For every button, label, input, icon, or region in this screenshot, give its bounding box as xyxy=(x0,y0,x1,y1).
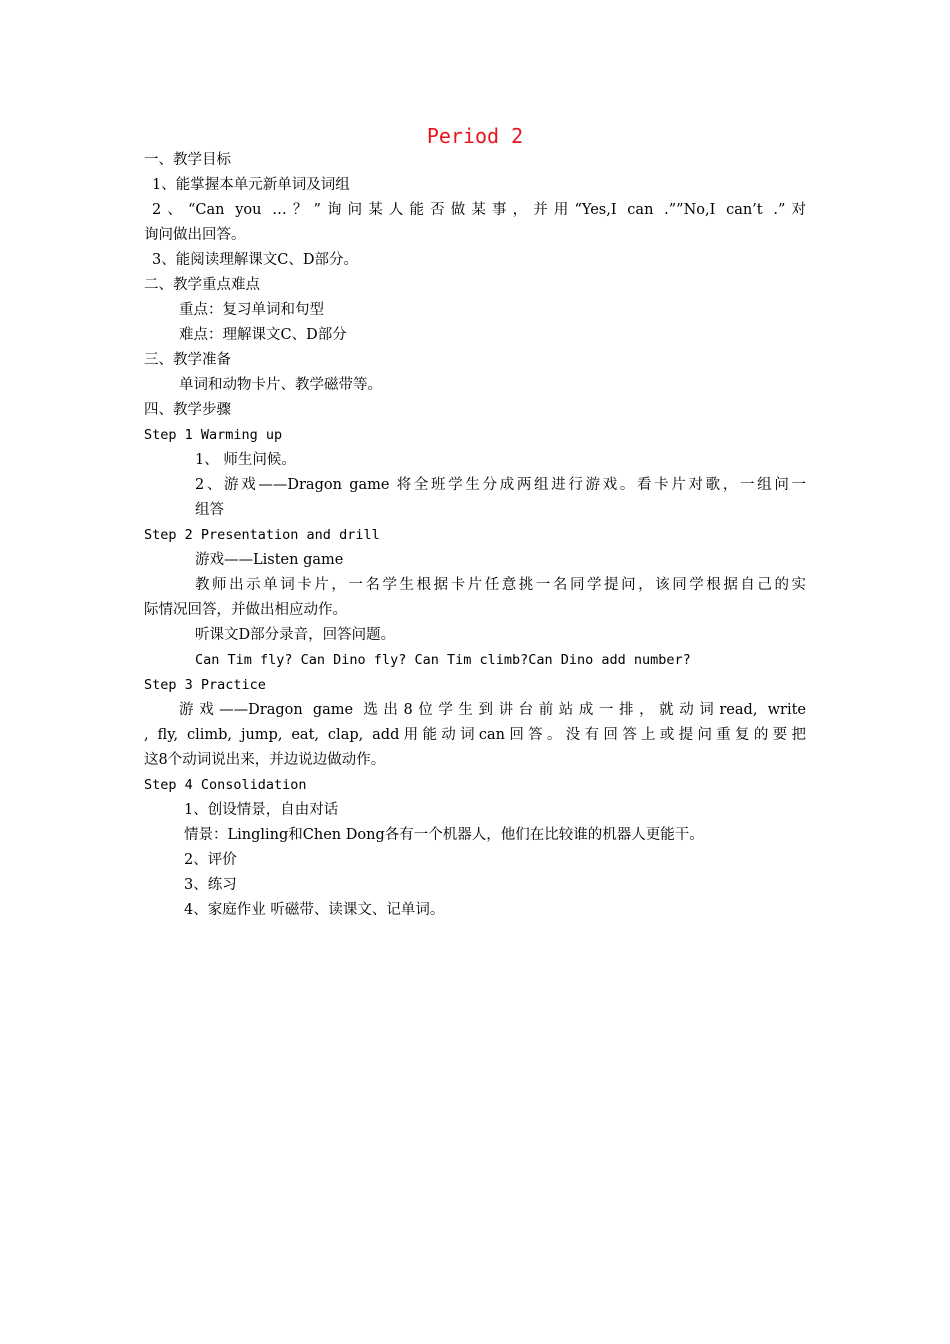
goal-item-2-line-1: 2、“Can you …？”询问某人能否做某事，并用“Yes,I can .””No,I can’t .”对 xyxy=(152,202,806,218)
step-3-line-2: , fly, climb, jump, eat, clap, add用能动词can回答。没有回答上或提问重复的要把 xyxy=(144,727,806,743)
step-1-item-1: 1、 师生问候。 xyxy=(195,452,296,468)
step-4-heading: Step 4 Consolidation xyxy=(144,777,307,793)
step-4-item-2: 2、评价 xyxy=(184,852,237,868)
step-2-questions: Can Tim fly? Can Dino fly? Can Tim climb?Can Dino add number? xyxy=(195,652,691,668)
step-3-line-1: 游戏——Dragon game 选出8位学生到讲台前站成一排，就动词read, write xyxy=(179,702,806,718)
step-1-item-2-line-1: 2、游戏——Dragon game 将全班学生分成两组进行游戏。看卡片对歌，一组问一 xyxy=(195,477,806,493)
step-1-heading: Step 1 Warming up xyxy=(144,427,283,443)
difficulty-point: 难点：理解课文C、D部分 xyxy=(179,327,347,343)
key-point: 重点：复习单词和句型 xyxy=(179,302,324,318)
section-heading-steps: 四、教学步骤 xyxy=(144,402,231,418)
step-3-heading: Step 3 Practice xyxy=(144,677,266,693)
goal-item-3: 3、能阅读理解课文C、D部分。 xyxy=(152,252,358,268)
step-2-heading: Step 2 Presentation and drill xyxy=(144,527,380,543)
step-4-item-3: 3、练习 xyxy=(184,877,237,893)
step-2-game: 游戏——Listen game xyxy=(195,552,344,568)
goal-item-2-line-2: 询问做出回答。 xyxy=(144,227,246,243)
step-4-scene: 情景：Lingling和Chen Dong各有一个机器人，他们在比较谁的机器人更能干。 xyxy=(184,827,704,843)
step-2-listen: 听课文D部分录音，回答问题。 xyxy=(195,627,396,643)
section-heading-preparation: 三、教学准备 xyxy=(144,352,231,368)
section-heading-goals: 一、教学目标 xyxy=(144,152,231,168)
step-1-item-2-line-2: 组答 xyxy=(195,502,224,518)
step-4-item-4: 4、家庭作业 听磁带、读课文、记单词。 xyxy=(184,902,445,918)
goal-item-1: 1、能掌握本单元新单词及词组 xyxy=(152,177,350,193)
step-3-line-3: 这8个动词说出来，并边说边做动作。 xyxy=(144,752,386,768)
step-4-item-1: 1、创设情景，自由对话 xyxy=(184,802,339,818)
section-heading-key-points: 二、教学重点难点 xyxy=(144,277,260,293)
preparation-content: 单词和动物卡片、教学磁带等。 xyxy=(179,377,382,393)
step-2-description-line-1: 教师出示单词卡片，一名学生根据卡片任意挑一名同学提问，该同学根据自己的实 xyxy=(195,577,806,593)
step-2-description-line-2: 际情况回答，并做出相应动作。 xyxy=(144,602,347,618)
document-title: Period 2 xyxy=(426,124,524,148)
